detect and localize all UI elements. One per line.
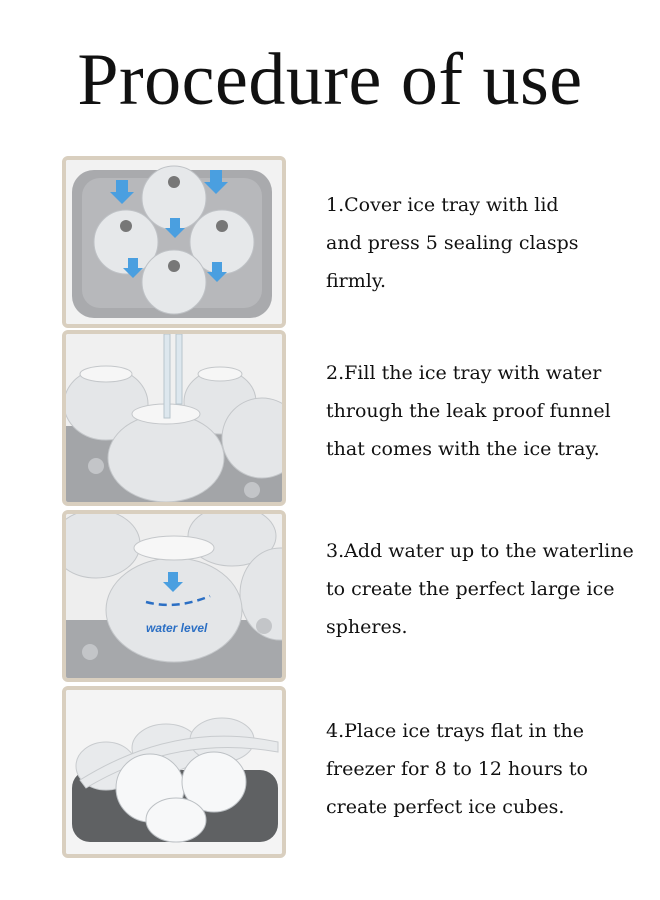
step-3-line-1: 3.Add water up to the waterline [326, 540, 634, 562]
step-1-line-1: 1.Cover ice tray with lid [326, 194, 559, 216]
step-4-line-1: 4.Place ice trays flat in the [326, 720, 584, 742]
step-2-line-3: that comes with the ice tray. [326, 438, 600, 460]
step-1-line-2: and press 5 sealing clasps [326, 232, 579, 254]
step-2-line-2: through the leak proof funnel [326, 400, 611, 422]
water-level-label: water level [146, 621, 208, 635]
step-3-line-3: spheres. [326, 616, 408, 638]
step-1-line-3: firmly. [326, 270, 387, 292]
step-3-image [62, 510, 286, 682]
step-4-line-3: create perfect ice cubes. [326, 796, 565, 818]
step-1-image [62, 156, 286, 328]
step-2-text [326, 354, 656, 468]
step-4-text [326, 712, 656, 826]
step-4-line-2: freezer for 8 to 12 hours to [326, 758, 588, 780]
step-3-text [326, 532, 656, 646]
page-title: Procedure of use [77, 39, 583, 121]
step-4-image [62, 686, 286, 858]
step-2-image [62, 330, 286, 506]
step-2-line-1: 2.Fill the ice tray with water [326, 362, 602, 384]
step-1-text [326, 186, 656, 300]
step-3-line-2: to create the perfect large ice [326, 578, 615, 600]
